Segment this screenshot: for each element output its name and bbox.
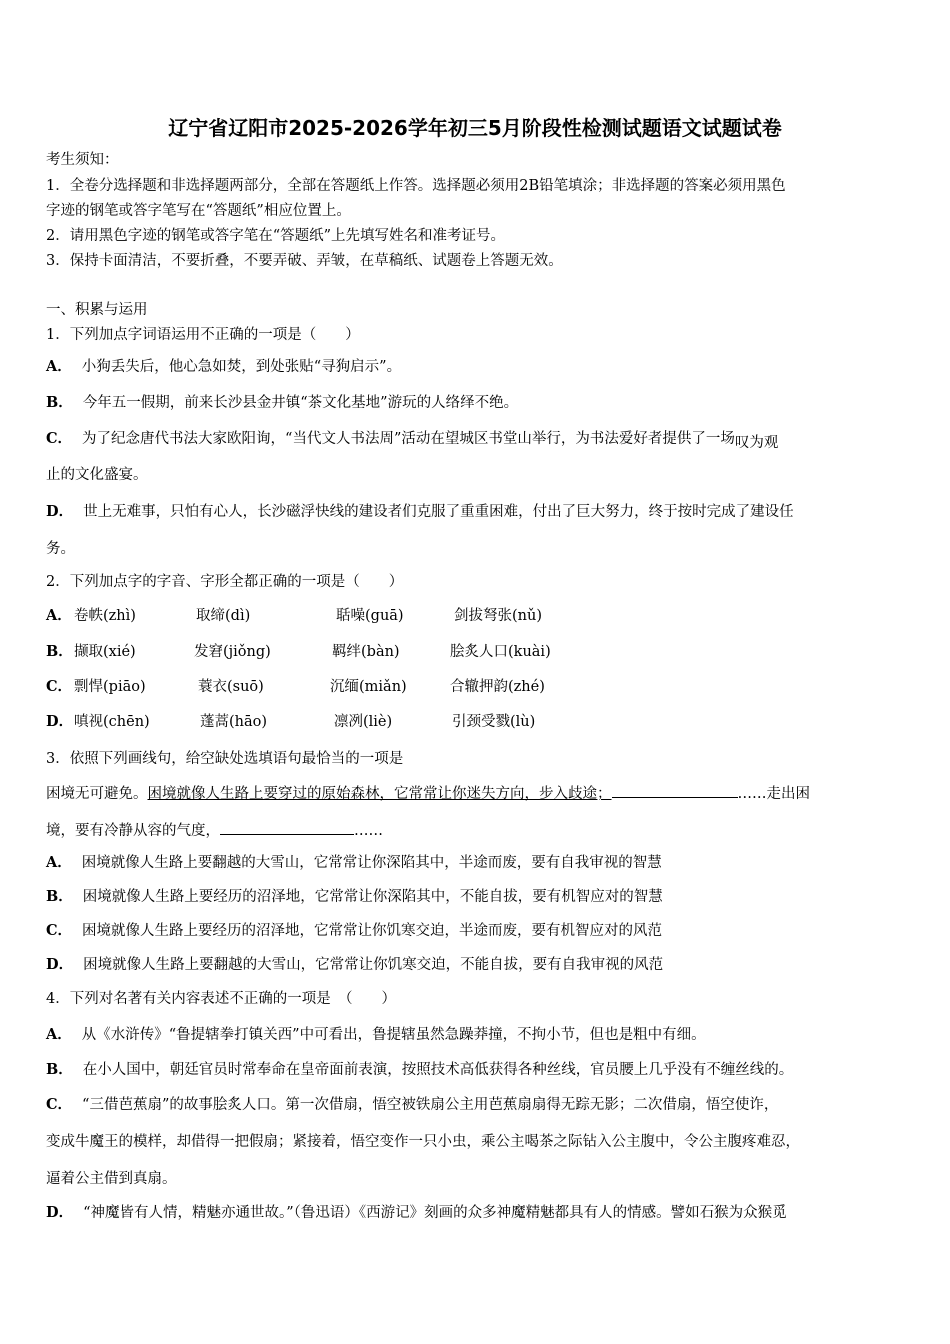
pinyin-item: 卷帙(zhì) [74,608,136,624]
option-label: A． [46,854,72,871]
option-label: D． [46,713,74,730]
option-text: 困境就像人生路上要经历的沼泽地，它常常让你饥寒交迫，半途而废，要有机智应对的风范 [82,923,663,939]
q3-stem: 3．依照下列画线句，给空缺处选填语句最恰当的一项是 [46,751,404,767]
notice-item-3: 3．保持卡面清洁，不要折叠，不要弄破、弄皱，在草稿纸、试题卷上答题无效。 [46,253,563,269]
q2-option-a [46,606,908,628]
q3-option-a [46,853,908,873]
pinyin-item: 沉缅(miǎn) [330,679,407,695]
option-label: D． [46,956,74,973]
pinyin-item: 嗔视(chēn) [74,714,150,730]
q4-option-c-line-3: 逼着公主借到真扇。 [46,1171,177,1187]
option-label: C． [46,922,73,939]
option-text: 今年五一假期，前来长沙县金井镇“茶文化基地”游玩的人络绎不绝。 [82,395,519,411]
underlined-sentence: 困境就像人生路上要穿过的原始森林，它常常让你迷失方向，步入歧途； [147,786,612,802]
q3-option-c [46,921,908,941]
option-text: “三借芭蕉扇”的故事脍炙人口。第一次借扇，悟空被铁扇公主用芭蕉扇扇得无踪无影；二次借扇，悟空使诈， [82,1097,779,1113]
pinyin-item: 脍炙人口(kuài) [450,644,551,660]
option-text: 从《水浒传》“鲁提辖拳打镇关西”中可看出，鲁提辖虽然急躁莽撞，不拘小节，但也是粗中有细。 [81,1027,706,1043]
notice-heading: 考生须知： [46,152,119,168]
q2-option-d [46,712,908,734]
pinyin-item: 蓬蒿(hāo) [200,714,268,730]
option-text-raised: 叹为观 [734,435,779,451]
pinyin-item: 聒噪(guā) [336,608,404,624]
q1-option-a [46,357,908,377]
option-label: B． [46,1061,73,1078]
pinyin-item: 取缔(dì) [196,608,251,624]
q3-passage-line-1 [46,782,908,804]
option-label: B． [46,394,73,411]
option-label: A． [46,607,72,624]
q1-option-c-line-1 [46,429,908,449]
option-label: A． [46,358,72,375]
section-heading: 一、积累与运用 [46,302,148,318]
q2-option-b [46,642,908,664]
pinyin-item: 剑拔弩张(nǔ) [454,608,542,624]
q1-option-d-line-1 [46,502,908,522]
option-text: 困境就像人生路上要经历的沼泽地，它常常让你深陷其中，不能自拔，要有机智应对的智慧 [82,889,663,905]
q2-stem: 2．下列加点字的字音、字形全都正确的一项是（ ） [46,574,404,590]
option-label: D． [46,503,74,520]
option-text: “神魔皆有人情，精魅亦通世故。”（鲁迅语）《西游记》刻画的众多神魔精魅都具有人的情感。譬如石猴为众猴觅 [83,1205,787,1221]
notice-item-1-line-2: 字迹的钢笔或答字笔写在“答题纸”相应位置上。 [46,203,351,219]
notice-item-1-line-1: 1．全卷分选择题和非选择题两部分，全部在答题纸上作答。选择题必须用2B铅笔填涂；非选择题的答案必须用黑色 [46,178,786,194]
option-label: C． [46,678,73,695]
pinyin-item: 凛冽(liè) [334,714,393,730]
option-label: C． [46,1096,73,1113]
pinyin-item: 引颈受戮(lù) [452,714,536,730]
notice-item-2: 2．请用黑色字迹的钢笔或答字笔在“答题纸”上先填写姓名和准考证号。 [46,228,506,244]
q4-stem: 4．下列对名著有关内容表述不正确的一项是 （ ） [46,991,396,1007]
passage-text: …… [354,823,383,839]
q4-option-c-line-2: 变成牛魔王的模样，却借得一把假扇；紧接着，悟空变作一只小虫，乘公主喝茶之际钻入公主腹中，令公主腹疼难忍， [46,1134,800,1150]
q4-option-d-line-1 [46,1203,908,1223]
option-text: 困境就像人生路上要翻越的大雪山，它常常让你饥寒交迫，不能自拔，要有自我审视的风范 [83,957,664,973]
q4-option-b [46,1060,908,1080]
exam-title: 辽宁省辽阳市2025-2026学年初三5月阶段性检测试题语文试题试卷 [168,116,782,140]
q1-option-d-line-2: 务。 [46,541,75,557]
passage-text: 境，要有冷静从容的气度， [46,823,220,839]
option-label: D． [46,1204,74,1221]
pinyin-item: 撷取(xié) [74,644,136,660]
option-text: 困境就像人生路上要翻越的大雪山，它常常让你深陷其中，半途而废，要有自我审视的智慧 [81,855,662,871]
q1-option-b [46,393,908,413]
pinyin-item: 剽悍(piāo) [74,679,146,695]
q1-stem: 1．下列加点字词语运用不正确的一项是（ ） [46,327,360,343]
option-label: C． [46,430,73,447]
passage-text: 困境无可避免。 [46,786,148,802]
option-text: 小狗丢失后，他心急如焚，到处张贴“寻狗启示”。 [81,359,402,375]
q4-option-c-line-1 [46,1095,908,1115]
option-text: 为了纪念唐代书法大家欧阳询，“当代文人书法周”活动在望城区书堂山举行，为书法爱好者提供了一场 [82,431,735,447]
pinyin-item: 羁绊(bàn) [332,644,400,660]
option-text: 在小人国中，朝廷官员时常奉命在皇帝面前表演，按照技术高低获得各种丝线，官员腰上几乎没有不缠丝线的。 [82,1062,794,1078]
pinyin-item: 发窘(jiǒng) [194,644,271,660]
answer-blank [220,819,354,835]
pinyin-item: 蓑衣(suō) [198,679,264,695]
q3-option-b [46,887,908,907]
option-label: B． [46,643,73,660]
q4-option-a [46,1025,908,1045]
answer-blank [612,782,738,798]
q3-passage-line-2 [46,819,908,841]
q3-option-d [46,955,908,975]
option-label: B． [46,888,73,905]
passage-text: ……走出困 [737,786,810,802]
q1-option-c-line-2: 止的文化盛宴。 [46,467,148,483]
option-label: A． [46,1026,72,1043]
pinyin-item: 合辙押韵(zhé) [450,679,545,695]
q2-option-c [46,677,908,699]
option-text: 世上无难事，只怕有心人，长沙磁浮快线的建设者们克服了重重困难，付出了巨大努力，终于按时完成了建设任 [83,504,794,520]
